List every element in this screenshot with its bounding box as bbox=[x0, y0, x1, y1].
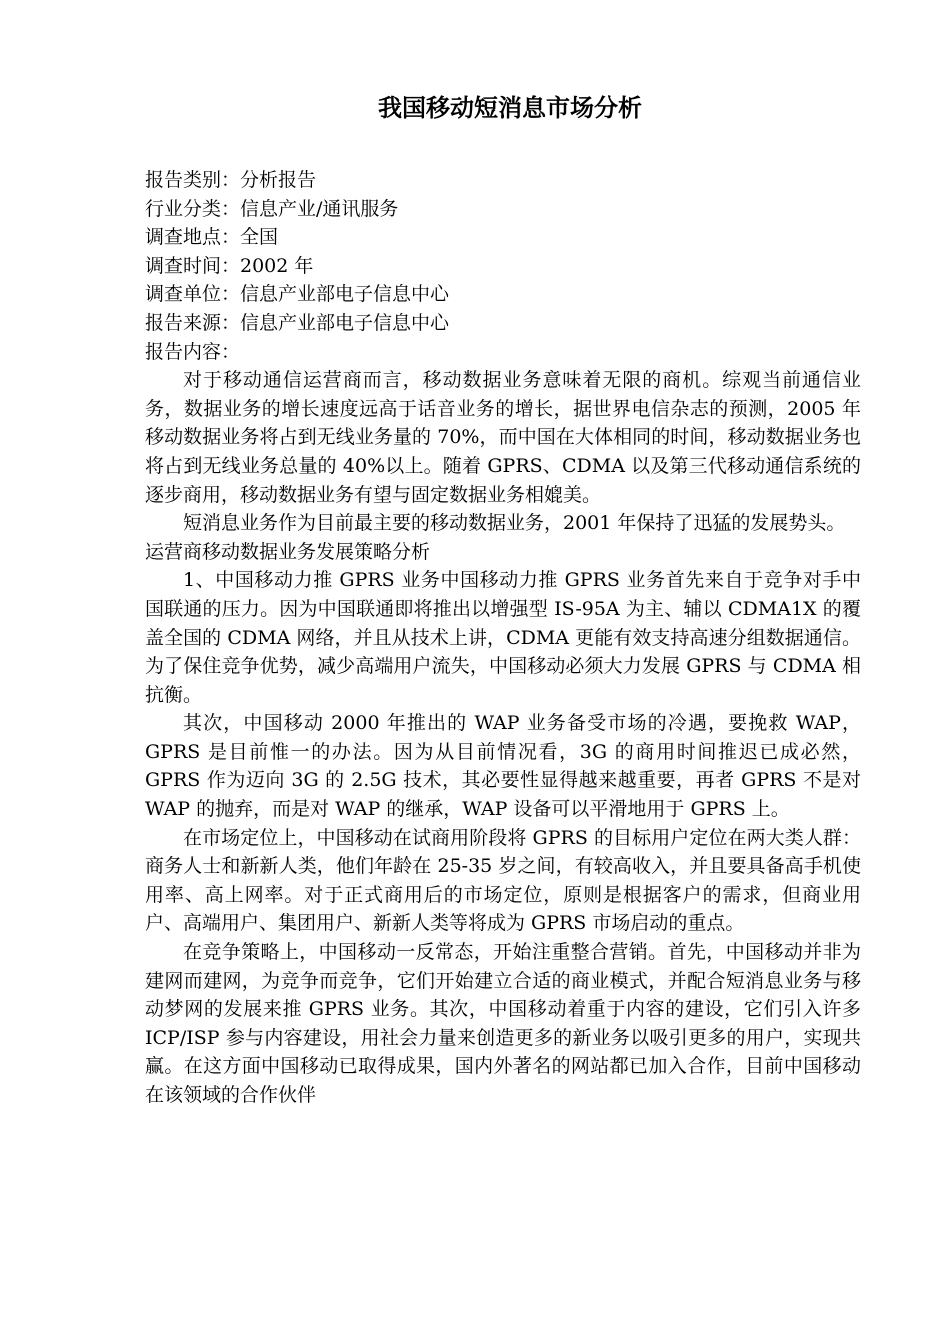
body-paragraph: 在市场定位上，中国移动在试商用阶段将 GPRS 的目标用户定位在两大类人群：商务人士和新新人类，他们年龄在 25-35 岁之间，有较高收入，并且要具备高手机使用率、高上网率。对于正式商用后的市场定位，原则是根据客户的需求，但商业用户、高端用户、集团用户、新新人类等将成为 GPRS 市场启动的重点。 bbox=[145, 826, 861, 935]
report-metadata bbox=[145, 166, 861, 366]
document-title: 我国移动短消息市场分析 bbox=[378, 93, 642, 122]
meta-survey-unit: 调查单位：信息产业部电子信息中心 bbox=[145, 283, 450, 306]
document-page bbox=[145, 88, 861, 1110]
strategy-section bbox=[145, 566, 861, 1109]
intro-paragraph: 对于移动通信运营商而言，移动数据业务意味着无限的商机。综观当前通信业务，数据业务的增长速度远高于话音业务的增长，据世界电信杂志的预测，2005 年移动数据业务将占到无线业务量的 70%，而中国在大体相同的时间，移动数据业务也将占到无线业务总量的 40%以上。随着 GPRS、CDMA 以及第三代移动通信系统的逐步商用，移动数据业务有望与固定数据业务相媲美。 bbox=[145, 369, 861, 506]
body-paragraph: 1、中国移动力推 GPRS 业务中国移动力推 GPRS 业务首先来自于竞争对手中国联通的压力。因为中国联通即将推出以增强型 IS-95A 为主、辅以 CDMA1X 的覆盖全国的 CDMA 网络，并且从技术上讲，CDMA 更能有效支持高速分组数据通信。为了保住竞争优势，减少高端用户流失，中国移动必须大力发展 GPRS 与 CDMA 相抗衡。 bbox=[145, 569, 861, 706]
body-paragraph: 其次，中国移动 2000 年推出的 WAP 业务备受市场的冷遇，要挽救 WAP，GPRS 是目前惟一的办法。因为从目前情况看，3G 的商用时间推迟已成必然，GPRS 作为迈向 3G 的 2.5G 技术，其必要性显得越来越重要，再者 GPRS 不是对 WAP 的抛弃，而是对 WAP 的继承，WAP 设备可以平滑地用于 GPRS 上。 bbox=[145, 712, 861, 821]
meta-source: 报告来源：信息产业部电子信息中心 bbox=[145, 311, 450, 334]
meta-survey-time: 调查时间：2002 年 bbox=[145, 254, 314, 277]
meta-industry: 行业分类：信息产业/通讯服务 bbox=[145, 197, 399, 220]
body-paragraph: 在竞争策略上，中国移动一反常态，开始注重整合营销。首先，中国移动并非为建网而建网，为竞争而竞争，它们开始建立合适的商业模式，并配合短消息业务与移动梦网的发展来推 GPRS 业务。其次，中国移动着重于内容的建设，它们引入许多 ICP/ISP 参与内容建设，用社会力量来创造更多的新业务以吸引更多的用户，实现共赢。在这方面中国移动已取得成果，国内外著名的网站都已加入合作，目前中国移动在该领域的合作伙伴 bbox=[145, 941, 861, 1106]
meta-location: 调查地点：全国 bbox=[145, 226, 279, 249]
meta-report-type: 报告类别：分析报告 bbox=[145, 169, 317, 191]
intro-section bbox=[145, 366, 861, 538]
meta-content-label: 报告内容： bbox=[145, 340, 241, 363]
intro-paragraph: 短消息业务作为目前最主要的移动数据业务，2001 年保持了迅猛的发展势头。 bbox=[183, 512, 846, 535]
section-heading: 运营商移动数据业务发展策略分析 bbox=[145, 540, 431, 563]
